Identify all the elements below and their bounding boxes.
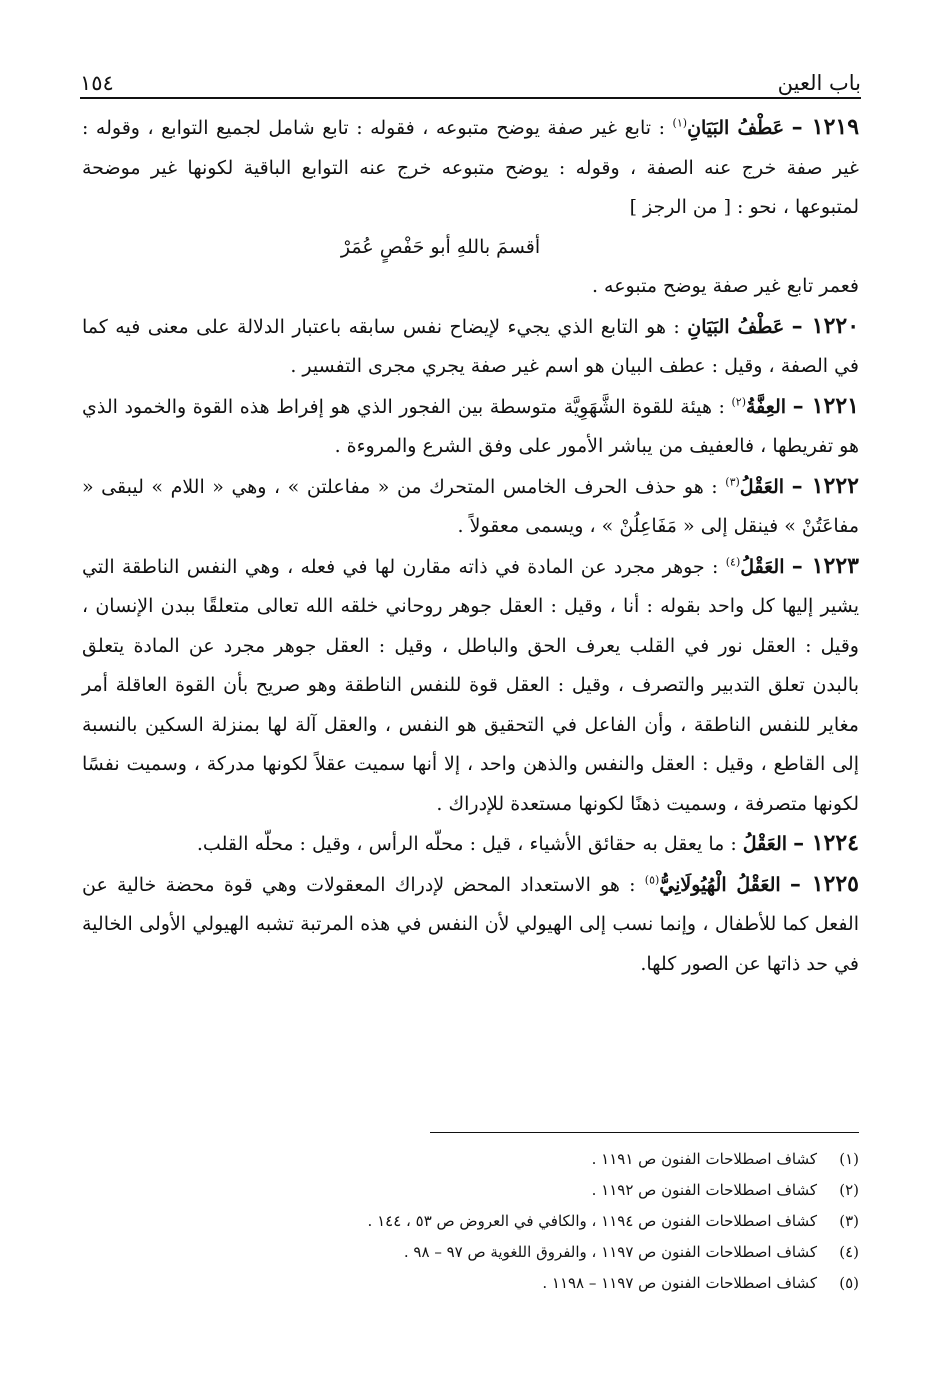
footnote-item [82,1175,859,1206]
chapter-title: باب العين [777,71,861,95]
entry-text: : هو الاستعداد المحض لإدراك المعقولات وهي قوة محضة خالية عن الفعل كما للأطفال ، وإنما نسب إلى الهيولي لأن النفس في هذه المرتبة تشبه الهيولي الأولى الخالية في حد ذاتها عن الصور كلها. [82,873,859,975]
entry-text: : ما يعقل به حقائق الأشياء ، قيل : محلّه الرأس ، وقيل : محلّه القلب. [196,833,737,855]
footnote-text: كشاف اصطلاحات الفنون ص ١١٩٧ – ١١٩٨ . [542,1274,817,1292]
entry-1221 [82,387,859,467]
footnote-number: (٣) [839,1212,859,1230]
footnote-text: كشاف اصطلاحات الفنون ص ١١٩٤ ، والكافي في العروض ص ٥٣ ، ١٤٤ . [367,1212,817,1230]
footnote-text: كشاف اصطلاحات الفنون ص ١١٩٧ ، والفروق اللغوية ص ٩٧ – ٩٨ . [403,1243,817,1261]
footnote-number: (١) [839,1150,859,1168]
footnote-number: (٤) [839,1243,859,1261]
entry-number: ١٢١٩ – [791,114,860,140]
footnote-ref: (٤) [725,555,741,569]
entry-term: العَقْلُ [739,475,785,498]
entry-number: ١٢٢١ – [792,392,859,419]
page-number: ١٥٤ [80,71,114,95]
entry-number: ١٢٢٢ – [791,472,859,499]
entry-text: : تابع غير صفة يوضح متبوعه ، فقوله : تابع شامل لجميع التوابع ، وقوله : غير صفة خرج عنه الصفة ، وقوله : يوضح متبوعه خرج عنه التوابع الباقية لكونها غير موضحة لمتبوعها ، نحو : [ من الرجز ] [82,117,859,218]
main-text [82,108,859,984]
entry-term: عَطْفُ البَيَانِ [687,117,785,139]
entry-term: العِفَّةُ [745,395,787,418]
entry-1225 [82,865,859,985]
footnote-text: كشاف اصطلاحات الفنون ص ١١٩١ . [591,1150,817,1168]
footnote-ref: (١) [672,116,688,130]
entry-term: عَطْفُ البَيَانِ [687,315,785,338]
entry-continuation: فعمر تابع غير صفة يوضح متبوعه . [591,275,859,297]
entry-text: : جوهر مجرد عن المادة في ذاته مقارن لها في فعله ، وهي النفس الناطقة التي يشير إليها كل واحد بقوله : أنا ، وقيل : العقل جوهر روحاني خلقه الله تعالى متعلقًا ببدن الإنسان ، وقيل : العقل نور في القلب يعرف الحق والباطل ، وقيل : العقل جوهر مجرد عن المادة يتعلق بالبدن تعلق التدبير والتصرف ، وقيل : العقل قوة للنفس الناطقة وهو صريح بأن القوة العاقلة أمر مغاير للنفس الناطقة ، وأن الفاعل في التحقيق هو النفس ، والعقل آلة لها بمنزلة السكين بالنسبة إلى القاطع ، وقيل : العقل والنفس والذهن واحد ، إلا أنها سميت عقلاً لكونها مدركة ، وسميت نفسًا لكونها متصرفة ، وسميت ذهنًا لكونها مستعدة للإدراك . [82,555,859,815]
footnote-rule [430,1132,859,1133]
entry-1223 [82,547,859,825]
footnote-item [82,1237,859,1268]
footnotes [82,1144,859,1299]
footnote-item [82,1268,859,1299]
entry-number: ١٢٢٥ – [789,870,859,897]
entry-text: : هو التابع الذي يجيء لإيضاح نفس سابقه باعتبار الدلالة على معنى فيه كما في الصفة ، وقيل : عطف البيان هو اسم غير صفة يجري مجرى التفسير . [82,315,859,377]
entry-number: ١٢٢٣ – [791,552,859,579]
entry-1219 [82,108,859,228]
footnote-item [82,1206,859,1237]
footnote-text: كشاف اصطلاحات الفنون ص ١١٩٢ . [591,1181,817,1199]
entry-term: العَقْلُ [742,833,788,855]
footnote-item [82,1144,859,1175]
footnote-number: (٥) [839,1274,859,1292]
entry-number: ١٢٢٠ – [791,312,860,339]
entry-1222 [82,467,859,547]
footnote-number: (٢) [839,1181,859,1199]
header-rule [80,97,861,99]
page-header [80,55,861,95]
footnote-ref: (٣) [725,475,740,489]
entry-number: ١٢٢٤ – [793,830,859,856]
footnote-ref: (٢) [731,395,746,409]
entry-text: : هو حذف الحرف الخامس المتحرك من « مفاعلتن » ، وهي « اللام » ليبقى « مفاعَتُنْ » فينقل إلى « مَفَاعِلُنْ » ، ويسمى معقولاً . [82,475,859,537]
entry-term: العَقْلُ [740,555,785,578]
entry-term: العَقْلُ الْهُيُولَانِيُّ [659,873,781,896]
entry-1220 [82,307,859,387]
entry-1224 [82,824,859,865]
poetry-verse: أقسمَ باللهِ أبو حَفْصٍ عُمَرْ [340,235,541,258]
entry-text: : هيئة للقوة الشَّهَوِيَّة متوسطة بين الفجور الذي هو إفراط هذه القوة والخمود الذي هو تفريطها ، فالعفيف من يباشر الأمور على وفق الشرع والمروءة . [82,395,859,457]
footnote-ref: (٥) [644,873,660,887]
